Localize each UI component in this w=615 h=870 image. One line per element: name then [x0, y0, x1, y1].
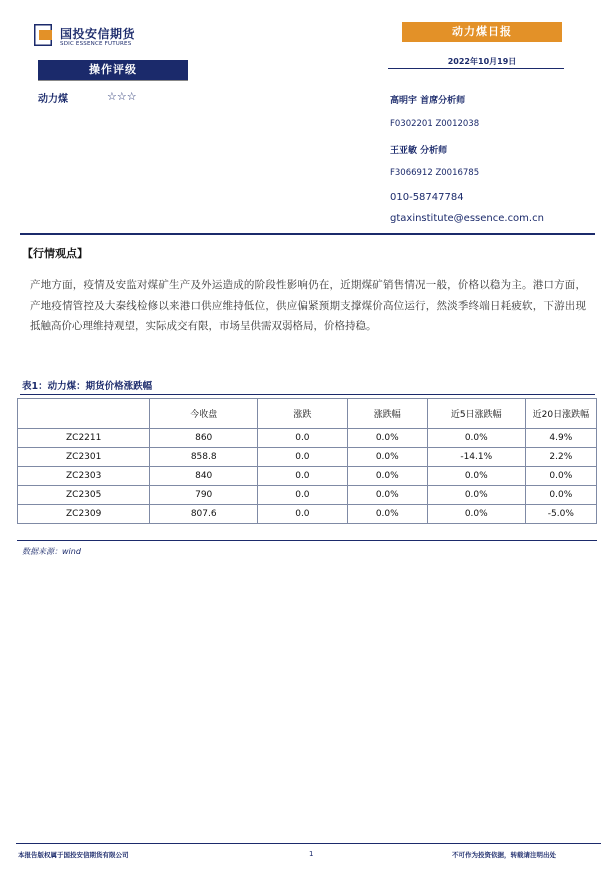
date-divider: [388, 68, 564, 69]
report-date: 2022年10月19日: [447, 57, 517, 66]
table-cell: 0.0%: [427, 467, 525, 486]
contact-email[interactable]: gtaxinstitute@essence.com.cn: [390, 213, 544, 224]
table-cell: 4.9%: [525, 429, 596, 448]
table-header-cell: 近5日涨跌幅: [427, 399, 525, 429]
table-cell: 840: [150, 467, 258, 486]
table-row: [18, 486, 597, 505]
rating-divider: [38, 80, 188, 81]
table-cell: 0.0: [258, 429, 348, 448]
table-cell: ZC2305: [18, 486, 150, 505]
table-header-cell: 近20日涨跌幅: [525, 399, 596, 429]
futures-price-table: [17, 398, 597, 524]
table-header-cell: 今收盘: [150, 399, 258, 429]
table-title: 表1：动力煤：期货价格涨跌幅: [22, 381, 153, 392]
table-cell: 0.0%: [347, 467, 427, 486]
footer-copyright: 本报告版权属于国投安信期货有限公司: [18, 851, 129, 859]
table-header-cell: 涨跌: [258, 399, 348, 429]
analyst-2-name: 王亚敏 分析师: [390, 146, 448, 156]
table-cell: 0.0: [258, 505, 348, 524]
table-bottom-rule: [17, 540, 597, 541]
table-cell: -5.0%: [525, 505, 596, 524]
commodity-name: 动力煤: [38, 94, 68, 105]
section-divider: [20, 233, 595, 235]
table-header-row: [18, 399, 597, 429]
table-row: [18, 429, 597, 448]
table-header-cell: [18, 399, 150, 429]
data-source: 数据来源：wind: [22, 547, 81, 556]
table-cell: ZC2303: [18, 467, 150, 486]
brand-name-en: SDIC ESSENCE FUTURES: [60, 41, 132, 47]
table-cell: 0.0%: [427, 505, 525, 524]
company-logo-icon: [34, 24, 52, 46]
table-cell: 0.0%: [347, 429, 427, 448]
table-cell: 0.0%: [347, 486, 427, 505]
report-type-tag: 动力煤日报: [402, 22, 562, 42]
table-cell: ZC2309: [18, 505, 150, 524]
table-cell: 0.0%: [347, 448, 427, 467]
table-cell: 0.0%: [347, 505, 427, 524]
rating-header: 操作评级: [38, 60, 188, 80]
table-header-cell: 涨跌幅: [347, 399, 427, 429]
footer-disclaimer: 不可作为投资依据，转载请注明出处: [452, 851, 556, 859]
analyst-1-codes: F0302201 Z0012038: [390, 119, 480, 129]
table-cell: ZC2211: [18, 429, 150, 448]
table-cell: 807.6: [150, 505, 258, 524]
page-number: 1: [309, 850, 314, 858]
table-cell: 0.0%: [525, 467, 596, 486]
table-row: [18, 448, 597, 467]
analyst-2-codes: F3066912 Z0016785: [390, 168, 480, 178]
table-cell: 0.0: [258, 448, 348, 467]
footer-divider: [16, 843, 601, 844]
table-cell: 0.0: [258, 467, 348, 486]
table-cell: 2.2%: [525, 448, 596, 467]
market-view-title: 【行情观点】: [22, 247, 88, 260]
table-cell: -14.1%: [427, 448, 525, 467]
table-cell: 790: [150, 486, 258, 505]
table-cell: 0.0%: [427, 429, 525, 448]
brand-name-cn: 国投安信期货: [60, 27, 136, 41]
table-row: [18, 467, 597, 486]
table-cell: 0.0%: [525, 486, 596, 505]
market-view-text: 产地方面，疫情及安监对煤矿生产及外运造成的阶段性影响仍在，近期煤矿销售情况一般，价格以稳为主。港口方面，产地疫情管控及大秦线检修以来港口供应维持低位，供应偏紧预期支撑煤价高位运行，然淡季终端日耗疲软，下游出现抵触高价心理维持观望，实际成交有限，市场呈供需双弱格局，价格持稳。: [30, 279, 586, 332]
table-cell: 858.8: [150, 448, 258, 467]
table-row: [18, 505, 597, 524]
rating-stars: ☆☆☆: [107, 90, 137, 103]
table-cell: 0.0: [258, 486, 348, 505]
table-cell: ZC2301: [18, 448, 150, 467]
analyst-1-name: 高明宇 首席分析师: [390, 96, 466, 106]
table-cell: 0.0%: [427, 486, 525, 505]
table-cell: 860: [150, 429, 258, 448]
table-top-rule: [20, 394, 595, 395]
contact-phone: 010-58747784: [390, 192, 464, 203]
